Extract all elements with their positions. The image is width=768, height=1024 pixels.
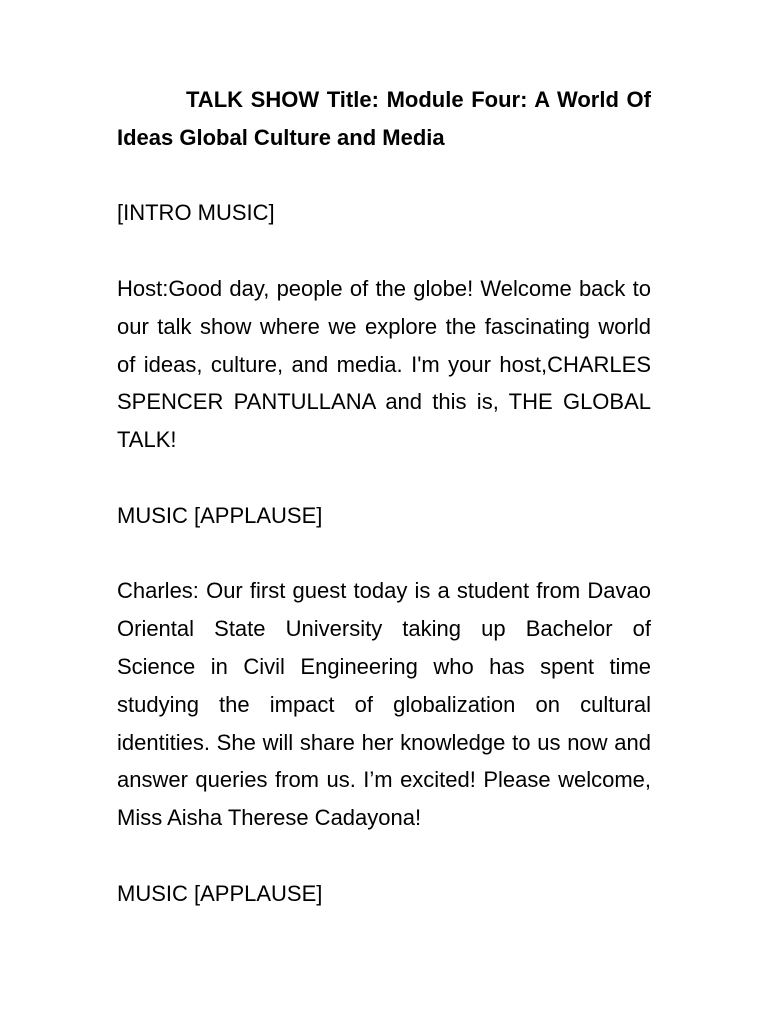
host-opening-paragraph: Host:Good day, people of the globe! Welcome back to our talk show where we explore the fascinating world of ideas, culture, and media. I'm your host,CHARLES SPENCER PANTULLANA and this is, THE GLOBAL TALK! [117,275,651,453]
stage-cue-applause: MUSIC [APPLAUSE] [117,502,323,528]
document-body [117,81,651,950]
stage-cue-intro-music: [INTRO MUSIC] [117,200,275,226]
guest-introduction-paragraph: Charles: Our first guest today is a student from Davao Oriental State University taking up Bachelor of Science in Civil Engineering who has spent time studying the impact of globalization on cultural identities. She will share her knowledge to us now and answer queries from us. I’m excited! Please welcome, Miss Aisha Therese Cadayona! [117,578,651,831]
stage-cue-applause-2: MUSIC [APPLAUSE] [117,880,323,906]
document-title: TALK SHOW Title: Module Four: A World Of Ideas Global Culture and Media [117,87,651,150]
